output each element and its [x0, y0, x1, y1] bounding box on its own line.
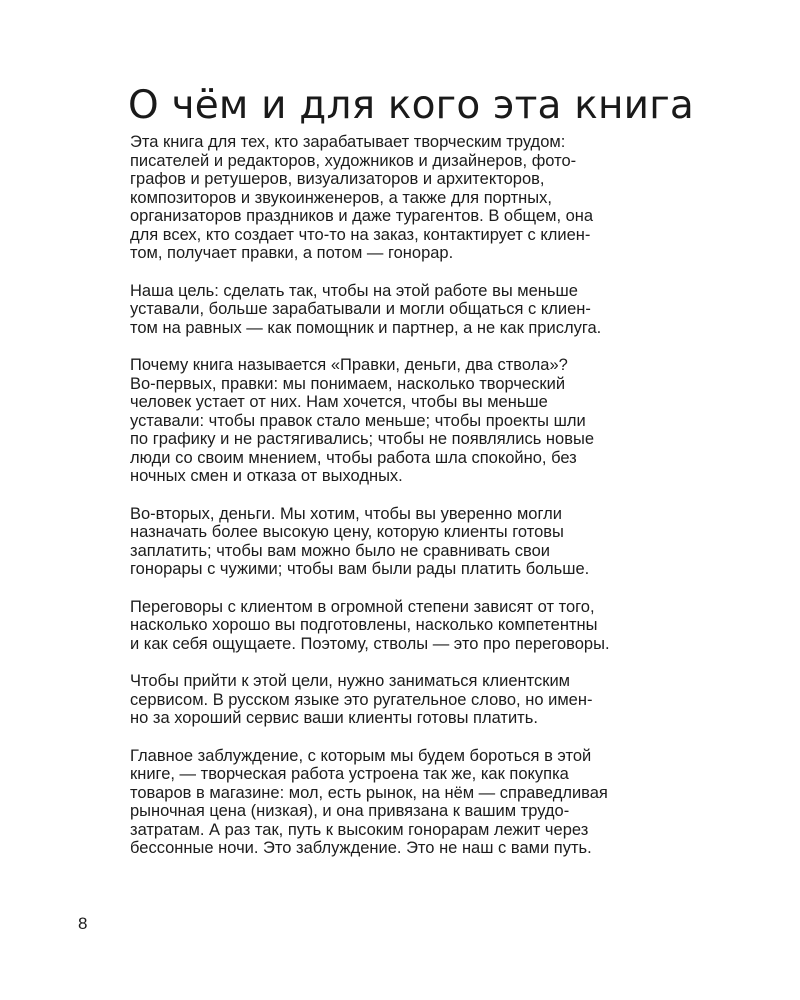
paragraph [130, 598, 720, 654]
text-line: гонорары с чужими; чтобы вам были рады платить больше. [130, 560, 590, 578]
text-line: том на равных — как помощник и партнер, а не как прислуга. [130, 318, 602, 337]
text-line: организаторов праздников и даже турагентов. В общем, она [130, 207, 594, 225]
text-line: Почему книга называется «Правки, деньги, два ствола»? [130, 356, 568, 374]
text-line: рыночная цена (низкая), и она привязана к вашим трудо- [130, 802, 570, 820]
text-line: Главное заблуждение, с которым мы будем бороться в этой [130, 746, 592, 765]
text-line: композиторов и звукоинженеров, а также для портных, [130, 188, 552, 207]
text-line: назначать более высокую цену, которую клиенты готовы [130, 523, 564, 541]
text-line: Чтобы прийти к этой цели, нужно заниматься клиентским [130, 672, 571, 690]
text-line: но за хороший сервис ваши клиенты готовы платить. [130, 709, 538, 727]
paragraph [130, 133, 720, 263]
text-line: заплатить; чтобы вам можно было не сравнивать свои [130, 541, 550, 560]
text-line: бессонные ночи. Это заблуждение. Это не наш с вами путь. [130, 839, 592, 857]
text-line: Переговоры с клиентом в огромной степени зависят от того, [130, 597, 595, 616]
text-line: том, получает правки, а потом — гонорар. [130, 244, 454, 262]
body-text [130, 133, 720, 877]
page-title: О чём и для кого эта книга [128, 83, 695, 128]
text-line: уставали, больше зарабатывали и могли общаться с клиен- [130, 300, 591, 318]
paragraph [130, 282, 720, 338]
text-line: книге, — творческая работа устроена так же, как покупка [130, 765, 569, 783]
text-line: Во-вторых, деньги. Мы хотим, чтобы вы уверенно могли [130, 504, 562, 523]
text-line: товаров в магазине: мол, есть рынок, на нём — справедливая [130, 783, 608, 802]
paragraph [130, 356, 720, 486]
text-line: и как себя ощущаете. Поэтому, стволы — это про переговоры. [130, 634, 610, 653]
text-line: Наша цель: сделать так, чтобы на этой работе вы меньше [130, 281, 578, 300]
text-line: по графику и не растягивались; чтобы не появлялись новые [130, 430, 594, 448]
text-line: Эта книга для тех, кто зарабатывает творческим трудом: [130, 133, 566, 151]
text-line: ночных смен и отказа от выходных. [130, 467, 403, 485]
page-number: 8 [78, 914, 88, 933]
text-line: насколько хорошо вы подготовлены, насколько компетентны [130, 616, 598, 634]
paragraph [130, 672, 720, 728]
text-line: люди со своим мнением, чтобы работа шла спокойно, без [130, 448, 577, 467]
text-line: для всех, кто создает что-то на заказ, контактирует с клиен- [130, 225, 591, 244]
text-line: затратам. А раз так, путь к высоким гонорарам лежит через [130, 820, 589, 839]
paragraph [130, 505, 720, 579]
text-line: человек устает от них. Нам хочется, чтобы вы меньше [130, 393, 548, 411]
text-line: графов и ретушеров, визуализаторов и архитекторов, [130, 170, 545, 188]
text-line: уставали: чтобы правок стало меньше; чтобы проекты шли [130, 411, 586, 430]
text-line: сервисом. В русском языке это ругательное слово, но имен- [130, 690, 593, 709]
paragraph [130, 747, 720, 858]
text-line: писателей и редакторов, художников и дизайнеров, фото- [130, 151, 577, 170]
text-line: Во-первых, правки: мы понимаем, насколько творческий [130, 374, 566, 393]
